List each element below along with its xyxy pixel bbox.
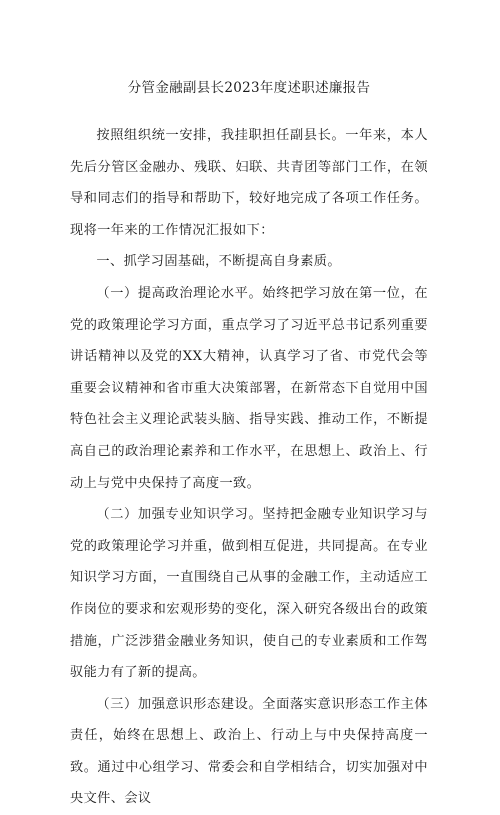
document-title: 分管金融副县长2023年度述职述廉报告 bbox=[127, 80, 371, 96]
paragraph-ideology: （三）加强意识形态建设。全面落实意识形态工作主体责任，始终在思想上、政治上、行动上与中央保持高度一致。通过中心组学习、常委会和自学相结合，切实加强对中央文件、会议 bbox=[70, 696, 428, 807]
paragraph-professional-knowledge: （二）加强专业知识学习。坚持把金融专业知识学习与党的政策理论学习并重，做到相互促进，共同提高。在专业知识学习方面，一直围绕自己从事的金融工作，主动适应工作岗位的要求和宏观形势的变化，深入研究各级出台的政策措施，广泛涉猎金融业务知识，使自己的专业素质和工作驾驭能力有了新的提高。 bbox=[70, 507, 428, 681]
paragraph-intro: 按照组织统一安排，我挂职担任副县长。一年来，本人先后分管区金融办、残联、妇联、共青团等部门工作，在领导和同志们的指导和帮助下，较好地完成了各项工作任务。现将一年来的工作情况汇报如下： bbox=[70, 128, 428, 238]
paragraph-section-heading: 一、抓学习固基础，不断提高自身素质。 bbox=[96, 254, 341, 270]
paragraph-political-theory: （一）提高政治理论水平。始终把学习放在第一位，在党的政策理论学习方面，重点学习了习近平总书记系列重要讲话精神以及党的XX大精神，认真学习了省、市党代会等重要会议精神和省市重大决策部署，在新常态下自觉用中国特色社会主义理论武装头脑、指导实践、推动工作，不断提高自己的政治理论素养和工作水平，在思想上、政治上、行动上与党中央保持了高度一致。 bbox=[70, 285, 428, 491]
